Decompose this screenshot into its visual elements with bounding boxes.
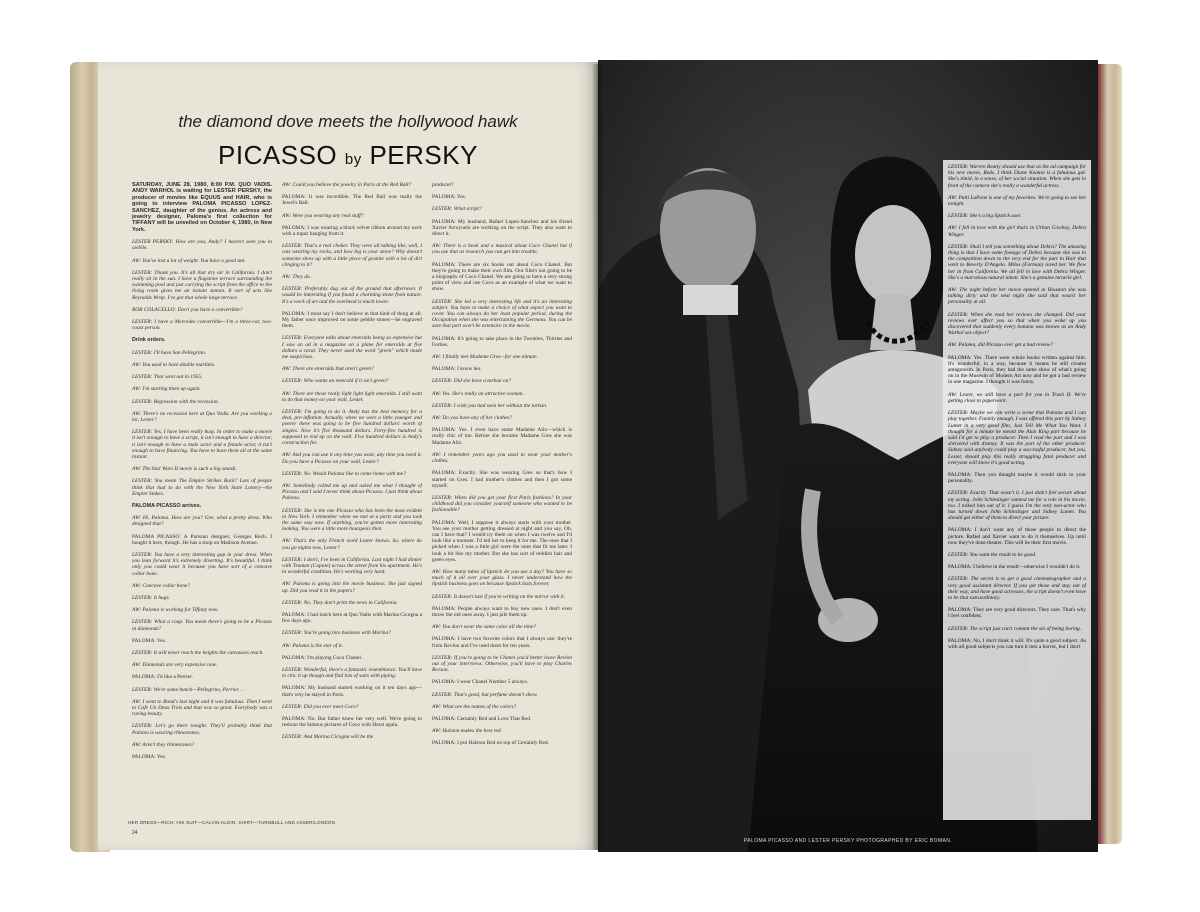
magazine-spread <box>70 52 1122 860</box>
article-paragraph: AW: You used to have double martinis. <box>132 361 216 368</box>
article-paragraph: LESTER: The script just can't commit the sin of being boring. <box>948 625 1082 632</box>
wardrobe-credit: HER DRESS—RICH; HIS SUIT—CALVIN KLEIN; SHIRT—TURNBULL AND ASSER/LONDON <box>128 820 336 825</box>
article-paragraph: LESTER: She led a very interesting life and it's an interesting subject. You have to make a choice of what aspect you want to cover. You can always do her least popular period, during the Occupation when she was entertaining the Germans. You can be sure that part won't be extensive in the movie. <box>432 298 572 330</box>
column-3-body <box>432 182 572 747</box>
article-paragraph: AW: Aren't they rhinestones? <box>132 741 195 748</box>
article-paragraph: AW: There is a book and a musical about Coco Chanel but if you use that as research you can get into trouble. <box>432 243 572 256</box>
article-paragraph: AW: And you can use it any time you want, any time you need it. Do you have a Picasso on your wall, Lester? <box>282 452 422 465</box>
article-paragraph: LESTER PERSKY: How are you, Andy? I haven't seen you in awhile. <box>132 239 272 252</box>
column-1 <box>132 182 272 822</box>
article-paragraph: PALOMA: There are six books out about Coco Chanel. But they're going to make their own film. Our film's not going to be a biography of Coco Chanel. We are going to have a very strong point of view and use Coco as an example of what we want to show. <box>432 261 572 293</box>
article-paragraph: AW: The night before her movie opened in Houston she was talking dirty and the next night she said that wasn't her personality at all. <box>948 287 1086 306</box>
article-paragraph: PALOMA: Yes. <box>132 754 167 761</box>
article-paragraph: AW: That's the only French word Lester knows. So, where do you go nights now, Lester? <box>282 538 422 551</box>
article-paragraph: AW: They do. <box>282 274 311 281</box>
article-paragraph: LESTER: No. Would Paloma like to come home with me? <box>282 470 406 477</box>
article-paragraph: PALOMA: No. But father knew her very well. We're going to reshoot the famous pictures of Coco with Horst again. <box>282 715 422 729</box>
article-paragraph: AW: What are the names of the colors? <box>432 703 517 710</box>
article-paragraph: LESTER: Yes, I have been really busy. In order to make a movie it isn't enough to have a script, it isn't enough to have a director, it isn't enough to have a male actor and a female actor, it isn't enough to have financing. You have to have them all at the same instant. <box>132 429 272 460</box>
article-paragraph: LESTER: Did she have a turban on? <box>432 378 512 385</box>
article-paragraph: LESTER: She's a big lipstick user. <box>948 213 1022 220</box>
article-paragraph: LESTER: It hugs. <box>132 594 170 601</box>
book-spine <box>592 64 604 850</box>
article-paragraph: PALOMA: I had lunch here at Quo Vadis with Marina Cicogna a few days ago. <box>282 611 422 625</box>
article-paragraph: LESTER: Let's go there tonight. They'll probably think that Paloma is wearing rhinestones. <box>132 723 272 736</box>
headline-persky: PERSKY <box>369 140 478 170</box>
article-paragraph: Drink orders. <box>132 337 166 344</box>
article-paragraph: PALOMA: It's going to take place in the Twenties, Thirties and Forties. <box>432 335 572 348</box>
photo-credit: PALOMA PICASSO AND LESTER PERSKY PHOTOGRAPHED BY ERIC BOMAN. <box>743 838 953 844</box>
article-paragraph: AW: Halston makes the best red. <box>432 728 502 735</box>
article-paragraph: LESTER: We're some bunch—Pellegrino, Perrier. . . <box>132 686 245 693</box>
article-paragraph: AW: I'm starting them up again. <box>132 386 201 393</box>
article-paragraph: PALOMA: I believe in the result—otherwise I wouldn't do it. <box>948 564 1081 571</box>
article-paragraph: LESTER: Warren Beatty should use that as the ad campaign for his new movie, Reds. I think Diane Keaton is a fabulous gal. She's timid, in a sense, of her social situation. When she gets in front of the camera she's really a wonderful actress. <box>948 164 1086 189</box>
headline-by: by <box>344 151 362 168</box>
article-paragraph: PALOMA: Then you thought maybe it would stick to your personality. <box>948 471 1086 485</box>
article-paragraph: AW: Diamonds are very expensive now. <box>132 662 218 669</box>
article-paragraph: LESTER: Regression with the recession. <box>132 398 219 405</box>
article-paragraph: PALOMA: Yes. I even have some Madame Alix—which is really chic of me. Before she became Madame Gres she was Madame Alix. <box>432 427 572 446</box>
column-2-body <box>282 182 422 741</box>
article-paragraph: LESTER: You mean The Empire Strikes Back? Lots of people think that had to do with the New York State Lottery—the Empire Stakes. <box>132 478 272 497</box>
article-paragraph: LESTER: That's a real choker. They were all talking like, well, I was wearing my rocks, and how big is your stone? Why doesn't someone show up with a little piece of granite with a lot of dirt clinging to it? <box>282 243 422 268</box>
article-paragraph: LESTER: When did you get your first Paris fashions? In your childhood did you consider yourself someone who wanted to be fashionable? <box>432 494 572 514</box>
article-paragraph: BOB COLACELLO: Don't you have a convertible? <box>132 306 243 313</box>
column-1-body <box>132 239 272 760</box>
article-paragraph: PALOMA: People always want to buy new ones. I don't even throw the old ones away. I just pile them up. <box>432 605 572 618</box>
article-paragraph: LESTER: Wonderful, there's a fantastic resemblance. You'll have to chic it up though and find lots of suits with piping. <box>282 666 422 680</box>
article-paragraph: LESTER: What script? <box>432 206 482 213</box>
article-paragraph: LESTER: The secret is to get a good cinematographer and a very good assistant director. If you get those and stay out of their way, and have good actresses, the script doesn't even have to be that extraordinary. <box>948 576 1086 601</box>
column-3 <box>432 182 572 822</box>
article-paragraph: PALOMA: Well, I suppose it always starts with your mother. You see your mother getting dressed at night and you say, Oh, can I have that? I would try them on when I was twelve and I'd look like a monster. I'd tell her to keep it for me. The ones that I picked when I was a little girl were the ones that fit me later. I look a bit like my mother. But she has sort of reddish hair and green eyes. <box>432 519 572 563</box>
article-paragraph: LESTER: Everyone talks about emeralds being so expensive but I saw an ad in a magazine on a plane for emeralds at five dollars a carat. They never used the word "green" which made me suspicious. <box>282 335 422 361</box>
article-paragraph: PALOMA: Yes. There were whole books written against him. It's wonderful, in a way, because it means he still creates antagonism. In Paris, they had the same show of what's going on in the Museum of Modern Art now and he got a bad review in one magazine. I thought it was funny. <box>948 354 1086 386</box>
article-paragraph: AW: You don't wear the same color all the time? <box>432 624 536 631</box>
article-paragraph: PALOMA: I put Halston Red on top of Certainly Red. <box>432 740 549 747</box>
article-kicker: the diamond dove meets the hollywood hawk <box>178 112 518 131</box>
article-paragraph: AW: Concave collar bone? <box>132 582 190 589</box>
left-page <box>98 62 598 850</box>
article-paragraph: LESTER: I'm going to do it. Andy has the best memory for a deal, pre-inflation. Actually, when we were a little younger and poorer there was going to be five hundred dollars' worth of singles. Now it's five thousand dollars. Forty-five hundred is supposed to end up on the wall. Five hundred dollars is Andy's construction fee. <box>282 409 422 447</box>
article-paragraph: AW: Somebody called me up and asked me what I thought of Picasso and I said I never think about Picasso. I just think about Paloma. <box>282 482 422 502</box>
article-paragraph: LESTER: Shall I tell you something about Debra? The amazing thing is that I have some footage of Debra because she was in the competition down to the very end for the part in Hair that went to Beverly D'Angelo. Milos (Forman) loved her. We flew her in from California. We all fell in love with Debra Winger. She's a marvelous natural talent. She's a genuine miracle girl. <box>948 243 1086 281</box>
article-paragraph: PALOMA: Yes. <box>432 194 467 201</box>
article-paragraph: PALOMA: I don't want any of those people to direct the picture. Rafael and Xavier want to do it themselves. Up until now they've done theater. This will be their first movie. <box>948 527 1086 546</box>
article-paragraph: AW: Could you believe the jewelry in Paris at the Red Ball? <box>282 182 412 188</box>
article-paragraph: LESTER: That went out in 1955. <box>132 374 203 381</box>
article-paragraph: PALOMA: I have two favorite colors that I always use: they're from Revlon and I've used them for ten years. <box>432 636 572 649</box>
column-2 <box>282 182 422 822</box>
article-paragraph: LESTER: No. They don't print the news in California. <box>282 599 398 606</box>
article-paragraph: AW: I remember years ago you used to wear your mother's clothes. <box>432 451 572 465</box>
article-paragraph: AW: Yes. She's really an attractive woman. <box>432 390 524 397</box>
article-paragraph: AW: Paloma is going into the movie business. She just signed up. Did you read it in the papers? <box>282 581 422 594</box>
article-paragraph: AW: How many tubes of lipstick do you use a day? You have so much of it all over your glass. I never understand how the lipstick business goes on because lipstick lasts forever. <box>432 568 572 588</box>
article-paragraph: AW: I finally met Madame Gres—for one minute. <box>432 354 538 361</box>
article-paragraph: PALOMA: It was incredible. The Red Ball was really the Jewel's Ball. <box>282 194 422 207</box>
article-paragraph: PALOMA: I wear Chanel Number 5 always. <box>432 679 529 686</box>
photo-text-overlay <box>943 160 1091 820</box>
page-edges-right <box>1098 64 1122 844</box>
article-paragraph: PALOMA: I must say I don't believe in that kind of thing at all. My father once improved on some pebble stones—he engraved them. <box>282 310 422 330</box>
article-paragraph: LESTER: She is the one Picasso who has been the most evident in New York. I remember when we met at a party and you took the same way now. If anything, you've gotten more interesting looking. You were a little more bourgeois then. <box>282 507 422 533</box>
article-paragraph: AW: I fell in love with the girl that's in Urban Cowboy, Debra Winger. <box>948 225 1086 238</box>
article-paragraph: AW: Hi, Paloma. How are you? Gee, what a pretty dress. Who designed that? <box>132 515 272 528</box>
article-paragraph: AW: There's no recession here at Quo Vadis. Are you working a lot, Lester? <box>132 410 272 423</box>
article-paragraph: LESTER: When she read her reviews she changed. Did your reviews ever affect you so that when you woke up you discovered that suddenly every banana was known as an Andy Warhol sex object? <box>948 311 1086 337</box>
article-paragraph: PALOMA: No, I don't think it will. It's quite a good subject. As with all good subjects you can turn it into a horror, but I don't <box>948 637 1086 650</box>
article-paragraph: PALOMA: Yes. <box>132 637 167 644</box>
woman-face <box>855 205 931 305</box>
article-paragraph: LESTER: You have a very interesting gap in your dress. When you lean forward it's extremely diverting. It's beautiful. I think only you could wear it because you have sort of a concave collar bone. <box>132 551 272 577</box>
article-paragraph: AW: Paloma is the star of it. <box>282 642 343 649</box>
article-paragraph: AW: Paloma, did Picasso ever get a bad review? <box>948 342 1054 349</box>
article-paragraph: PALOMA PICASSO arrives. <box>132 502 202 509</box>
article-paragraph: PALOMA: I'm playing Coco Chanel. <box>282 654 363 661</box>
article-paragraph: PALOMA PICASSO: A Parisian designer, Georges Rech. I bought it here, though. He has a shop on Madison Avenue. <box>132 533 272 546</box>
article-paragraph: LESTER: And Marina Cicogna will be the <box>282 734 374 741</box>
article-paragraph: AW: Do you have any of her clothes? <box>432 415 513 422</box>
right-page <box>598 60 1098 852</box>
article-paragraph: AW: There are emeralds that aren't green? <box>282 366 374 373</box>
article-paragraph: LESTER: That's good, but perfume doesn't show. <box>432 691 538 698</box>
text-columns <box>132 182 572 822</box>
page-number: 24 <box>132 830 138 836</box>
article-paragraph: LESTER: Maybe we can write a scene that Paloma and I can play together. Funnily enough, I was offered this part by Sidney Lumet in a very good film, Just Tell Me What You Want. I thought for a minute he meant the Alan King part because he said I'd get to play a producer. Then I read the part and I was shriveled with dismay. It was the part of the other producer. Sidney said anybody could play a successful producer, but you, Lester, should play this really struggling fatal producer and everyone will know it's good acting. <box>948 410 1086 466</box>
article-paragraph: LESTER: It doesn't last if you're writing on the mirror with it. <box>432 593 566 600</box>
article-paragraph: PALOMA: They are very good directors. They care. That's why I feel confident. <box>948 607 1086 620</box>
article-paragraph: LESTER: I'll have San Pellegrino. <box>132 349 207 356</box>
article-paragraph: LESTER: I have a Mercedes convertible—I'm a three-car, two-coast person. <box>132 319 272 332</box>
article-paragraph: LESTER: Thank you. It's all that dry air in California. I don't really sit in the sun. I have a flagstone terrace surrounding the swimming pool and just carrying the script from the office to the living room gives me an instant suntan. It sort of acts like Reynolds Wrap. I've got that whole large terrace. <box>132 269 272 301</box>
article-paragraph: LESTER: Did you ever meet Coco? <box>282 703 359 710</box>
man-collar <box>683 285 738 315</box>
article-paragraph: LESTER: I don't, I've been in California. Last night I had dinner with Truman (Capote) across the street from his apartment. He's in wonderful condition. He's working very hard. <box>282 556 422 576</box>
article-paragraph: LESTER: What a coup. You mean there's going to be a Picasso in diamonds? <box>132 619 272 632</box>
article-paragraph: AW: Were you wearing any real stuff? <box>282 212 364 219</box>
article-paragraph: AW: Patti LuPone is one of my favorites. We're going to see her tonight. <box>948 194 1086 208</box>
article-paragraph: LESTER: You're going into business with Marina? <box>282 630 391 637</box>
article-paragraph: PALOMA: My husband, Rafael Lopez-Sanchez and his friend Xavier Arroyuelo are working on the script. They also want to direct it. <box>432 218 572 238</box>
article-paragraph: LESTER: You want the result to be good. <box>948 551 1037 558</box>
article-paragraph: PALOMA: I know her. <box>432 366 482 373</box>
article-paragraph: PALOMA: Certainly Red and Love That Red. <box>432 715 532 722</box>
intro-paragraph: SATURDAY, JUNE 28, 1980, 8:00 P.M. QUO VADIS. ANDY WARHOL is waiting for LESTER PERSKY, the producer of movies like EQUUS and HAIR, who is going to interview PALOMA PICASSO LOPEZ-SANCHEZ, daughter of the genius. An actress and jewelry designer, Paloma's first collection for TIFFANY will be unveiled on October 4, 1980, in New York. <box>132 182 272 233</box>
article-paragraph: LESTER: Who wants an emerald if it isn't green? <box>282 378 389 385</box>
article-headline <box>98 140 598 171</box>
article-paragraph: PALOMA: My husband started working on it ten days ago—that's why he stayed in Paris. <box>282 685 422 698</box>
article-paragraph: AW: You've lost a lot of weight. You have a good tan. <box>132 257 246 264</box>
article-paragraph: AW: Lester, we still have a part for you in Trash II. We're getting close to paperwork. <box>948 391 1086 404</box>
article-paragraph: AW: I went to Bond's last night and it was fabulous. Then I went to Cafe Un Deux Trois and that was so great. Everybody was a raving beauty. <box>132 698 272 718</box>
article-paragraph: AW: The Star Wars II movie is such a big smash. <box>132 466 237 473</box>
article-paragraph: LESTER: It will never reach the heights the canvasses reach. <box>132 649 264 656</box>
article-paragraph: producer? <box>432 182 454 188</box>
article-paragraph: AW: Paloma is working for Tiffany now. <box>132 607 219 614</box>
article-paragraph: PALOMA: Exactly. She was wearing Gres so that's how I started on Gres. I had mother's clothes and then I got some myself. <box>432 470 572 489</box>
article-paragraph: LESTER: I wish you had seen her without the turban. <box>432 402 548 409</box>
headline-picasso: PICASSO <box>218 140 338 170</box>
article-paragraph: PALOMA: I'd like a Perrier. <box>132 674 193 681</box>
article-paragraph: PALOMA: I was wearing a black velvet ribbon around my neck with a topaz hanging from it. <box>282 224 422 238</box>
article-paragraph: LESTER: Exactly. That wasn't it. I just didn't feel secure about my acting. John Schlesinger wanted me for a role in his movie, too. I talked him out of it. I guess I'm the only non-actor who has turned down John Schlesinger and Sidney Lumet. You should get either of them to direct your picture. <box>948 490 1086 522</box>
article-paragraph: AW: There are those really light light light emeralds. I still want to do that money on your wall, Lester. <box>282 390 422 403</box>
article-paragraph: LESTER: Preferably dug out of the ground that afternoon. It would be interesting if you found a charming stone from nature. It's a work of art and the overhead is much lower. <box>282 286 422 305</box>
article-paragraph: LESTER: If you're going to be Chanel you'd better leave Revlon out of your interviews. Otherwise, you'll have to play Charles Revson. <box>432 654 572 674</box>
